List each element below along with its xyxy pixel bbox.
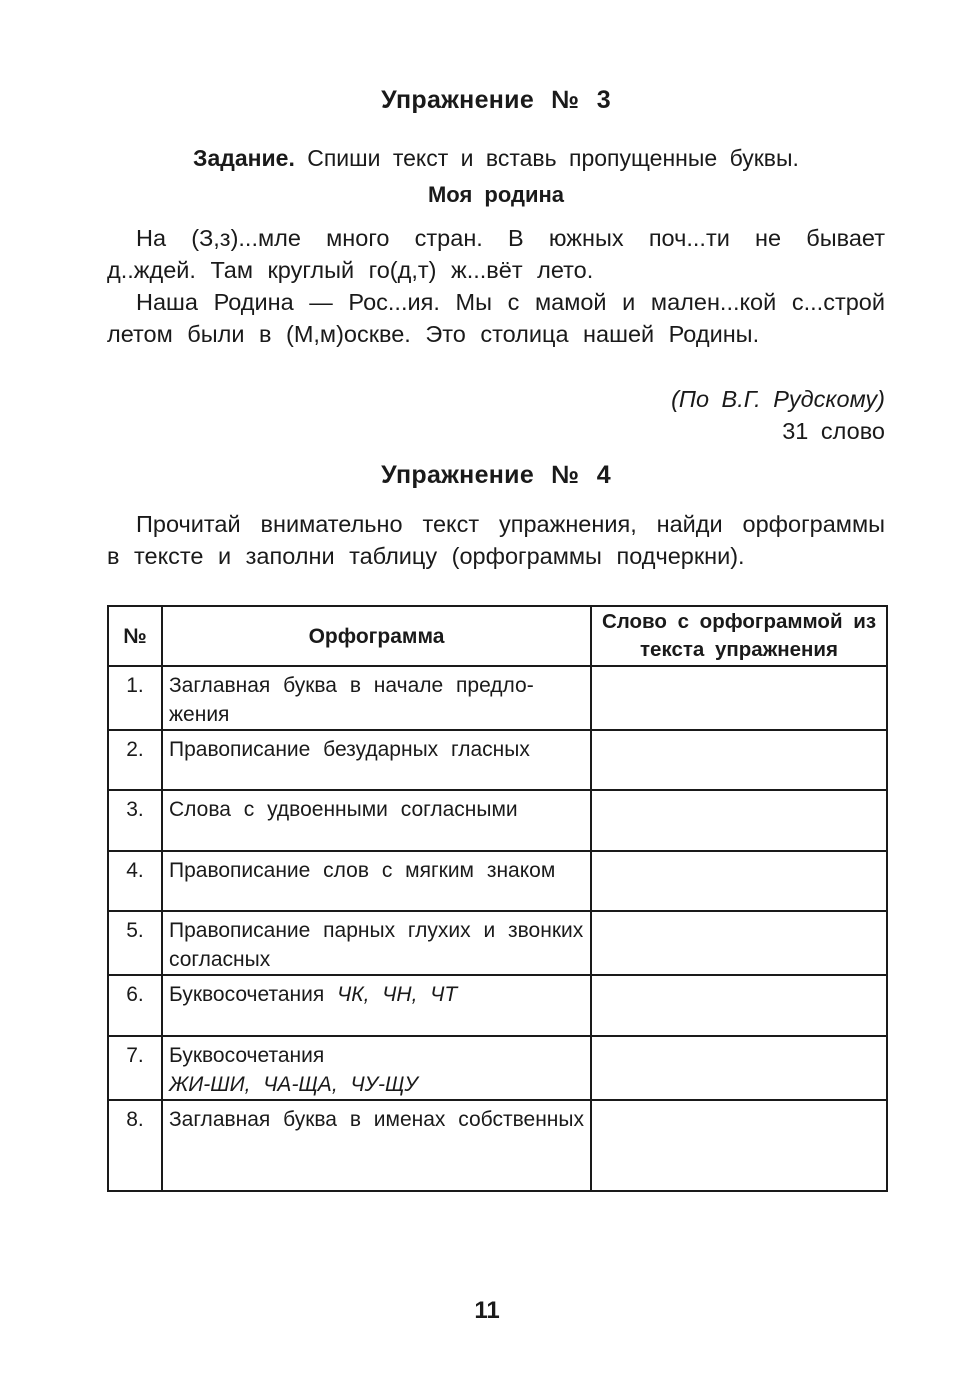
table-row <box>108 975 887 1036</box>
row-rule <box>162 730 591 790</box>
table-row <box>108 1036 887 1100</box>
row-rule <box>162 790 591 851</box>
row-number: 5. <box>108 911 162 975</box>
answer-cell[interactable] <box>591 1100 887 1191</box>
rule-text: Заглавная буква в начале предло-жения <box>169 674 534 726</box>
answer-cell[interactable] <box>591 851 887 911</box>
exercise4-instruction: Прочитай внимательно текст упражнения, найди орфограммы в тексте и заполни таблицу (орфограммы подчеркни). <box>107 511 885 569</box>
table-row <box>108 730 887 790</box>
exercise3-paragraph-1: На (З,з)...мле много стран. В южных поч...ти не бывает д..ждей. Там круглый го(д,т) ж...вёт лето. <box>107 225 885 283</box>
rule-text: Буквосочетания <box>169 1044 325 1067</box>
answer-cell[interactable] <box>591 730 887 790</box>
spelling-table <box>107 605 888 1192</box>
row-number: 6. <box>108 975 162 1036</box>
rule-text: Слова с удвоенными согласными <box>169 798 518 821</box>
header-rule: Орфограмма <box>162 606 591 666</box>
table-row <box>108 790 887 851</box>
header-words: Слово с орфограммой из текста упражнения <box>591 606 887 666</box>
exercise3-paragraph-2: Наша Родина — Рос...ия. Мы с мамой и мален...кой с...строй летом были в (М,м)оскве. Это столица нашей Родины. <box>107 289 885 347</box>
exercise3-title: Упражнение № 3 <box>381 86 611 114</box>
text-source: (По В.Г. Рудскому) <box>671 386 885 412</box>
row-rule <box>162 911 591 975</box>
rule-text: Правописание слов с мягким знаком <box>169 859 556 882</box>
task-label: Задание. <box>193 145 295 171</box>
exercise3-task <box>107 145 885 172</box>
header-num: № <box>108 606 162 666</box>
rule-text: Заглавная буква в именах собственных <box>169 1108 584 1131</box>
row-rule <box>162 851 591 911</box>
answer-cell[interactable] <box>591 911 887 975</box>
rule-text: Правописание безударных гласных <box>169 738 530 761</box>
row-number: 2. <box>108 730 162 790</box>
row-number: 8. <box>108 1100 162 1191</box>
page-number: 11 <box>474 1297 500 1324</box>
answer-cell[interactable] <box>591 666 887 730</box>
row-number: 7. <box>108 1036 162 1100</box>
row-rule <box>162 1036 591 1100</box>
table-header-row <box>108 606 887 666</box>
row-number: 4. <box>108 851 162 911</box>
table-row <box>108 911 887 975</box>
table-row <box>108 666 887 730</box>
answer-cell[interactable] <box>591 1036 887 1100</box>
row-rule <box>162 1100 591 1191</box>
table-row <box>108 1100 887 1191</box>
exercise4-title: Упражнение № 4 <box>381 461 611 489</box>
rule-italic: ЖИ-ШИ, ЧА-ЩА, ЧУ-ЩУ <box>169 1073 418 1096</box>
table-row <box>108 851 887 911</box>
rule-italic: ЧК, ЧН, ЧТ <box>337 983 458 1006</box>
answer-cell[interactable] <box>591 790 887 851</box>
row-number: 3. <box>108 790 162 851</box>
answer-cell[interactable] <box>591 975 887 1036</box>
row-rule <box>162 666 591 730</box>
text-title: Моя родина <box>427 182 565 207</box>
rule-text: Буквосочетания <box>169 983 338 1006</box>
row-number: 1. <box>108 666 162 730</box>
rule-text: Правописание парных глухих и звонких согласных <box>169 919 584 971</box>
row-rule <box>162 975 591 1036</box>
task-text: Спиши текст и вставь пропущенные буквы. <box>294 145 799 171</box>
word-count: 31 слово <box>782 418 885 444</box>
